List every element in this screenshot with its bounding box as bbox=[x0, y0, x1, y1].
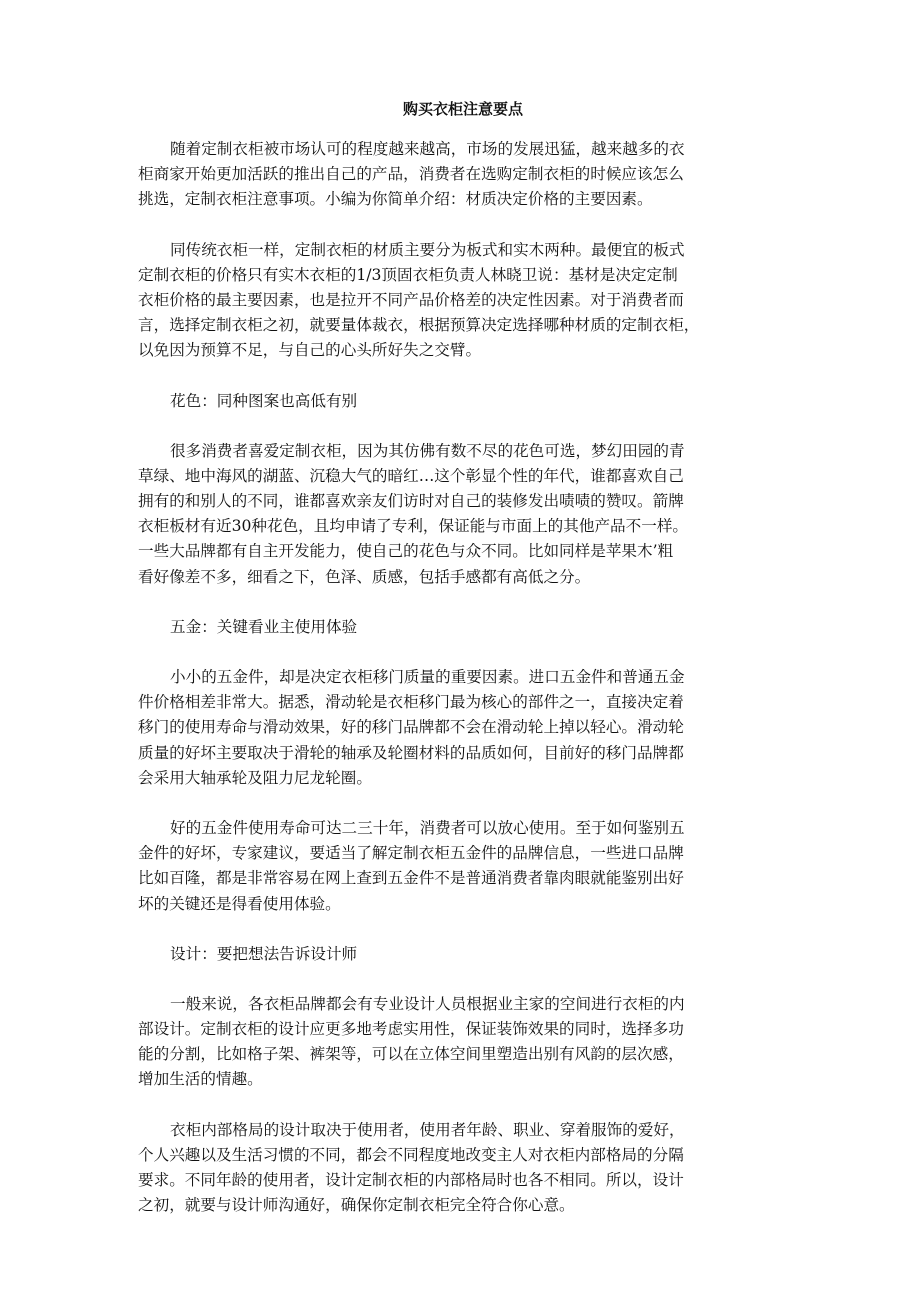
paragraph-line: 一般来说，各衣柜品牌都会有专业设计人员根据业主家的空间进行衣柜的内 bbox=[170, 994, 685, 1013]
paragraph-line: 比如百隆，都是非常容易在网上查到五金件不是普通消费者靠肉眼就能鉴别出好 bbox=[138, 869, 684, 888]
paragraph-line: 会采用大轴承轮及阻力尼龙轮圈。 bbox=[138, 768, 372, 787]
paragraph-hardware bbox=[138, 665, 798, 791]
paragraph-line: 柜商家开始更加活跃的推出自己的产品，消费者在选购定制衣柜的时候应该怎么 bbox=[138, 165, 684, 184]
paragraph-material bbox=[138, 238, 798, 364]
section-heading-color: 花色：同种图案也高低有别 bbox=[170, 391, 358, 410]
paragraph-line: 金件的好坏，专家建议，要适当了解定制衣柜五金件的品牌信息，一些进口品牌 bbox=[138, 844, 684, 863]
paragraph-line: 小小的五金件，却是决定衣柜移门质量的重要因素。进口五金件和普通五金 bbox=[170, 668, 685, 687]
paragraph-design bbox=[138, 992, 798, 1093]
paragraph-line: 定制衣柜的价格只有实木衣柜的1/3顶固衣柜负责人林晓卫说：基材是决定定制 bbox=[138, 265, 678, 284]
paragraph-line: 看好像差不多，细看之下，色泽、质感，包括手感都有高低之分。 bbox=[138, 567, 591, 586]
section-heading-hardware: 五金：关键看业主使用体验 bbox=[170, 617, 358, 636]
document-page bbox=[138, 0, 798, 1218]
paragraph-line: 能的分割，比如格子架、裤架等，可以在立体空间里塑造出别有风韵的层次感， bbox=[138, 1045, 684, 1064]
paragraph-line: 衣柜内部格局的设计取决于使用者，使用者年龄、职业、穿着服饰的爱好， bbox=[170, 1120, 685, 1139]
paragraph-line: 草绿、地中海风的湖蓝、沉稳大气的暗红…这个彰显个性的年代，谁都喜欢自己 bbox=[138, 466, 684, 485]
document-title: 购买衣柜注意要点 bbox=[402, 100, 523, 118]
paragraph-line: 衣柜板材有近30种花色，且均申请了专利，保证能与市面上的其他产品不一样。 bbox=[138, 517, 689, 536]
paragraph-line: 移门的使用寿命与滑动效果，好的移门品牌都不会在滑动轮上掉以轻心。滑动轮 bbox=[138, 718, 684, 737]
paragraph-line: 同传统衣柜一样，定制衣柜的材质主要分为板式和实木两种。最便宜的板式 bbox=[170, 240, 685, 259]
paragraph-line: 拥有的和别人的不同，谁都喜欢亲友们访时对自己的装修发出啧啧的赞叹。箭牌 bbox=[138, 492, 684, 511]
paragraph-line: 以免因为预算不足，与自己的心头所好失之交臂。 bbox=[138, 341, 482, 360]
paragraph-line: 言，选择定制衣柜之初，就要量体裁衣，根据预算决定选择哪种材质的定制衣柜， bbox=[138, 316, 700, 335]
paragraph-hardware-life bbox=[138, 816, 798, 917]
section-heading-design: 设计：要把想法告诉设计师 bbox=[170, 944, 358, 963]
paragraph-line: 好的五金件使用寿命可达二三十年，消费者可以放心使用。至于如何鉴别五 bbox=[170, 818, 685, 837]
paragraph-line: 一些大品牌都有自主开发能力，使自己的花色与众不同。比如同样是苹果木’粗 bbox=[138, 542, 674, 561]
paragraph-color bbox=[138, 439, 798, 590]
paragraph-line: 件价格相差非常大。据悉，滑动轮是衣柜移门最为核心的部件之一，直接决定着 bbox=[138, 693, 684, 712]
paragraph-layout bbox=[138, 1118, 798, 1219]
paragraph-line: 增加生活的情趣。 bbox=[138, 1070, 263, 1089]
paragraph-line: 随着定制衣柜被市场认可的程度越来越高，市场的发展迅猛，越来越多的衣 bbox=[170, 140, 685, 158]
paragraph-line: 质量的好坏主要取决于滑轮的轴承及轮圈材料的品质如何，目前好的移门品牌都 bbox=[138, 743, 684, 762]
paragraph-line: 部设计。定制衣柜的设计应更多地考虑实用性，保证装饰效果的同时，选择多功 bbox=[138, 1020, 684, 1039]
paragraph-line: 衣柜价格的最主要因素，也是拉开不同产品价格差的决定性因素。对于消费者而 bbox=[138, 290, 684, 309]
paragraph-line: 之初，就要与设计师沟通好，确保你定制衣柜完全符合你心意。 bbox=[138, 1196, 575, 1215]
paragraph-line: 很多消费者喜爱定制衣柜，因为其仿佛有数不尽的花色可选，梦幻田园的青 bbox=[170, 441, 685, 460]
paragraph-line: 要求。不同年龄的使用者，设计定制衣柜的内部格局时也各不相同。所以，设计 bbox=[138, 1171, 684, 1190]
paragraph-line: 坏的关键还是得看使用体验。 bbox=[138, 894, 341, 913]
paragraph-intro bbox=[138, 137, 798, 213]
paragraph-line: 个人兴趣以及生活习惯的不同，都会不同程度地改变主人对衣柜内部格局的分隔 bbox=[138, 1145, 684, 1164]
paragraph-line: 挑选，定制衣柜注意事项。小编为你简单介绍：材质决定价格的主要因素。 bbox=[138, 190, 653, 209]
